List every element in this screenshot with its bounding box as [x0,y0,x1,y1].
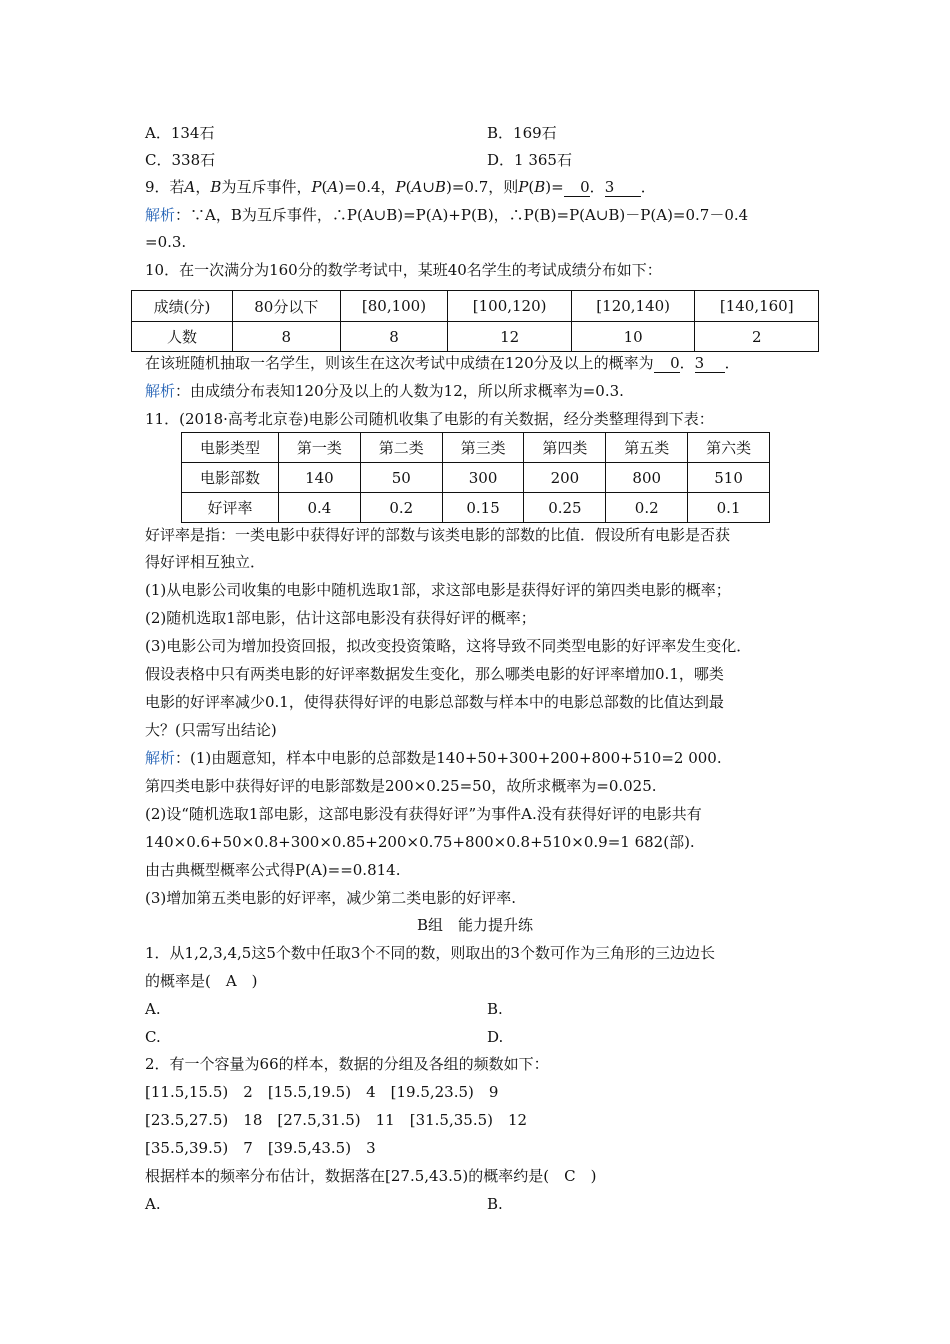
table-cell: 0.25 [524,493,606,523]
option-c: C．338石 [145,151,216,169]
question-b2: 2．有一个容量为66的样本，数据的分组及各组的频数如下： [145,1055,549,1073]
question-10-ask: 在该班随机抽取一名学生，则该生在这次考试中成绩在120分及以上的概率为 0．3 ． [145,354,740,372]
table-cell: [100,120) [448,291,572,322]
analysis-11: 由古典概型概率公式得P(A)==0.814. [145,861,401,879]
table-cell: 300 [442,463,524,493]
table-cell: 第五类 [606,433,688,463]
table-cell: 第三类 [442,433,524,463]
table-cell: 0.2 [606,493,688,523]
table-cell: 第一类 [279,433,361,463]
sub-question-3: (3)电影公司为增加投资回报，拟改变投资策略，这将导致不同类型电影的好评率发生变化． [145,637,752,655]
frequency-groups: [35.5,39.5) 7 [39.5,43.5) 3 [145,1139,376,1157]
table-cell: 第二类 [360,433,442,463]
table-cell: 140 [279,463,361,493]
sub-question-2: (2)随机选取1部电影，估计这部电影没有获得好评的概率； [145,609,536,627]
table-row [132,291,819,322]
table-cell: 200 [524,463,606,493]
analysis-label: 解析 [145,382,176,400]
answer-blank: 0 [564,179,590,197]
table-cell: [120,140) [571,291,695,322]
table-cell: 2 [695,322,819,352]
analysis-11: 第四类电影中获得好评的电影部数是200×0.25=50，故所求概率为=0.025. [145,777,657,795]
table-cell: 第六类 [688,433,770,463]
paragraph: 得好评相互独立． [145,553,266,571]
option-a: A. [145,1000,161,1018]
analysis-11: (2)设“随机选取1部电影，这部电影没有获得好评”为事件A.没有获得好评的电影共有 [145,805,702,823]
analysis-9: 解析：∵A，B为互斥事件，∴P(A∪B)=P(A)+P(B)，∴P(B)=P(A∪B)－P(A)=0.7－0.4 [145,206,749,224]
table-cell: 0.4 [279,493,361,523]
table-cell: 8 [340,322,448,352]
table-cell: 0.1 [688,493,770,523]
option-b: B. [487,1195,503,1213]
table-cell: 510 [688,463,770,493]
table-cell: 电影类型 [182,433,279,463]
answer-blank: 3 [695,355,725,373]
table-row [182,493,770,523]
analysis-11: (3)增加第五类电影的好评率，减少第二类电影的好评率. [145,889,517,907]
table-cell: 800 [606,463,688,493]
frequency-groups: [23.5,27.5) 18 [27.5,31.5) 11 [31.5,35.5) 12 [145,1111,528,1129]
analysis-9-cont: =0.3. [145,233,187,251]
movie-table [181,432,770,523]
table-cell: 电影部数 [182,463,279,493]
question-b1: 的概率是( A ) [145,972,258,990]
option-d: D. [487,1028,504,1046]
table-cell: [140,160] [695,291,819,322]
analysis-label: 解析 [145,749,176,767]
sub-question-1: (1)从电影公司收集的电影中随机选取1部，求这部电影是获得好评的第四类电影的概率； [145,581,731,599]
answer-blank: 0 [654,355,680,373]
analysis-10: 解析：由成绩分布表知120分及以上的人数为12，所以所求概率为=0.3. [145,382,624,400]
sub-question-3: 电影的好评率减少0.1，使得获得好评的电影总部数与样本中的电影总部数的比值达到最 [145,693,724,711]
table-cell: 10 [571,322,695,352]
score-table [131,290,819,352]
analysis-label: 解析 [145,206,176,224]
sub-question-3: 假设表格中只有两类电影的好评率数据发生变化，那么哪类电影的好评率增加0.1，哪类 [145,665,724,683]
option-a: A．134石 [145,124,215,142]
table-row [182,463,770,493]
analysis-11: 解析：(1)由题意知，样本中电影的总部数是140+50+300+200+800+510=2 000. [145,749,722,767]
table-cell: 50 [360,463,442,493]
table-cell: [80,100) [340,291,448,322]
option-c: C. [145,1028,161,1046]
option-d: D．1 365石 [487,151,572,169]
option-b: B. [487,1000,503,1018]
frequency-groups: [11.5,15.5) 2 [15.5,19.5) 4 [19.5,23.5) 9 [145,1083,499,1101]
table-cell: 12 [448,322,572,352]
table-cell: 0.2 [360,493,442,523]
question-10: 10．在一次满分为160分的数学考试中，某班40名学生的考试成绩分布如下： [145,261,662,279]
analysis-11: 140×0.6+50×0.8+300×0.85+200×0.75+800×0.8+510×0.9=1 682(部). [145,833,695,851]
table-cell: 8 [233,322,341,352]
table-row [132,322,819,352]
table-cell: 80分以下 [233,291,341,322]
table-cell: 第四类 [524,433,606,463]
question-b1: 1．从1,2,3,4,5这5个数中任取3个不同的数，则取出的3个数可作为三角形的三边边长 [145,944,715,962]
question-11: 11．(2018·高考北京卷)电影公司随机收集了电影的有关数据，经分类整理得到下表： [145,410,714,428]
answer-blank: 3 [605,179,641,197]
option-a: A. [145,1195,161,1213]
table-cell: 0.15 [442,493,524,523]
table-cell: 人数 [132,322,233,352]
table-cell: 成绩(分) [132,291,233,322]
table-cell: 好评率 [182,493,279,523]
paragraph: 好评率是指：一类电影中获得好评的部数与该类电影的部数的比值．假设所有电影是否获 [145,526,731,544]
question-9: 9．若A，B为互斥事件，P(A)=0.4，P(A∪B)=0.7，则P(B)= 0．3 ． [145,178,656,196]
table-row [182,433,770,463]
option-b: B．169石 [487,124,557,142]
sub-question-3: 大？(只需写出结论) [145,721,277,739]
question-b2-ask: 根据样本的频率分布估计，数据落在[27.5,43.5)的概率约是( C ) [145,1167,597,1185]
section-title: B组 能力提升练 [416,916,534,934]
